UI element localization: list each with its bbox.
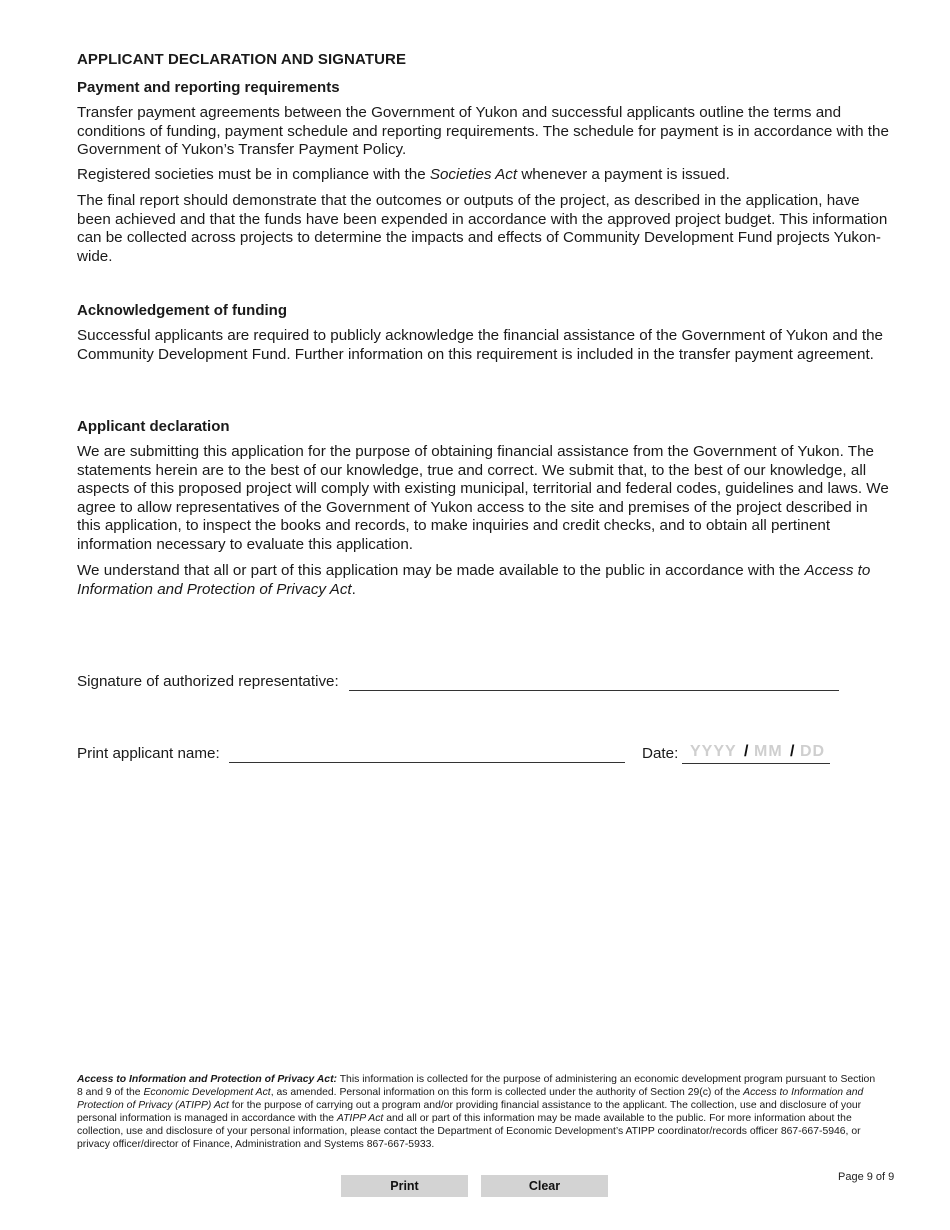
privacy-notice: Access to Information and Protection of Privacy Act: This information is collected for the purpose of administering an economic development program pursuant to Section 8 and 9 of the Economic Development Act, as amended. Personal information on this form is collected under the authority of Section 29(c) of the Access to Information and Protection of Privacy (ATIPP) Act for the purpose of carrying out a program and/or providing financial assistance to the applicant. The collection, use and disclosure of your personal information is managed in accordance with the ATIPP Act and all or part of this information may be made available to the public. For more information about the collection, use and disclosure of your personal information, please contact the Department of Economic Development’s ATIPP coordinator/records officer 867-667-5946, or privacy officer/director of Finance, Administration and Systems 867-667-5933. — [77, 1074, 876, 1150]
acknowledgement-heading: Acknowledgement of funding — [77, 302, 287, 319]
page-title: APPLICANT DECLARATION AND SIGNATURE — [77, 51, 407, 68]
date-separator-1: / — [744, 743, 750, 760]
date-day-placeholder: DD — [800, 743, 826, 760]
payment-paragraph-3: The final report should demonstrate that the outcomes or outputs of the project, as described in the application, have been achieved and that the funds have been expended in accordance with the approved project budget. This information can be collected across projects to determine the impacts and effects of Community Development Fund projects Yukon-wide. — [77, 192, 888, 265]
payment-paragraph-2: Registered societies must be in compliance with the Societies Act whenever a payment is issued. — [77, 166, 730, 183]
date-separator-2: / — [790, 743, 796, 760]
date-year-placeholder: YYYY — [690, 743, 737, 760]
applicant-name-input[interactable] — [229, 762, 625, 763]
print-button[interactable]: Print — [341, 1175, 468, 1197]
date-input[interactable] — [682, 741, 830, 764]
signature-label: Signature of authorized representative: — [77, 673, 339, 690]
date-label: Date: — [642, 745, 679, 762]
acknowledgement-paragraph: Successful applicants are required to publicly acknowledge the financial assistance of the Government of Yukon and the Community Development Fund. Further information on this requirement is included in the transfer payment agreement. — [77, 327, 883, 363]
date-month-placeholder: MM — [754, 743, 783, 760]
declaration-paragraph-2: We understand that all or part of this application may be made available to the public in accordance with the Access to Information and Protection of Privacy Act. — [77, 562, 871, 598]
payment-heading: Payment and reporting requirements — [77, 79, 340, 96]
applicant-name-label: Print applicant name: — [77, 745, 220, 762]
signature-field[interactable] — [349, 690, 839, 691]
page-number: Page 9 of 9 — [838, 1171, 895, 1183]
declaration-paragraph-1: We are submitting this application for the purpose of obtaining financial assistance from the Government of Yukon. The statements herein are to the best of our knowledge, true and correct. We submit that, to the best of our knowledge, all aspects of this proposed project will comply with existing municipal, territorial and federal codes, guidelines and laws. We agree to allow representatives of the Government of Yukon access to the site and premises of the project described in this application, to inspect the books and records, to make inquiries and credit checks, and to obtain all pertinent information necessary to evaluate this application. — [77, 443, 889, 553]
clear-button[interactable]: Clear — [481, 1175, 608, 1197]
payment-paragraph-1: Transfer payment agreements between the Government of Yukon and successful applicants outline the terms and conditions of funding, payment schedule and reporting requirements. The schedule for payment is in accordance with the Government of Yukon’s Transfer Payment Policy. — [77, 104, 889, 159]
declaration-heading: Applicant declaration — [77, 418, 230, 435]
